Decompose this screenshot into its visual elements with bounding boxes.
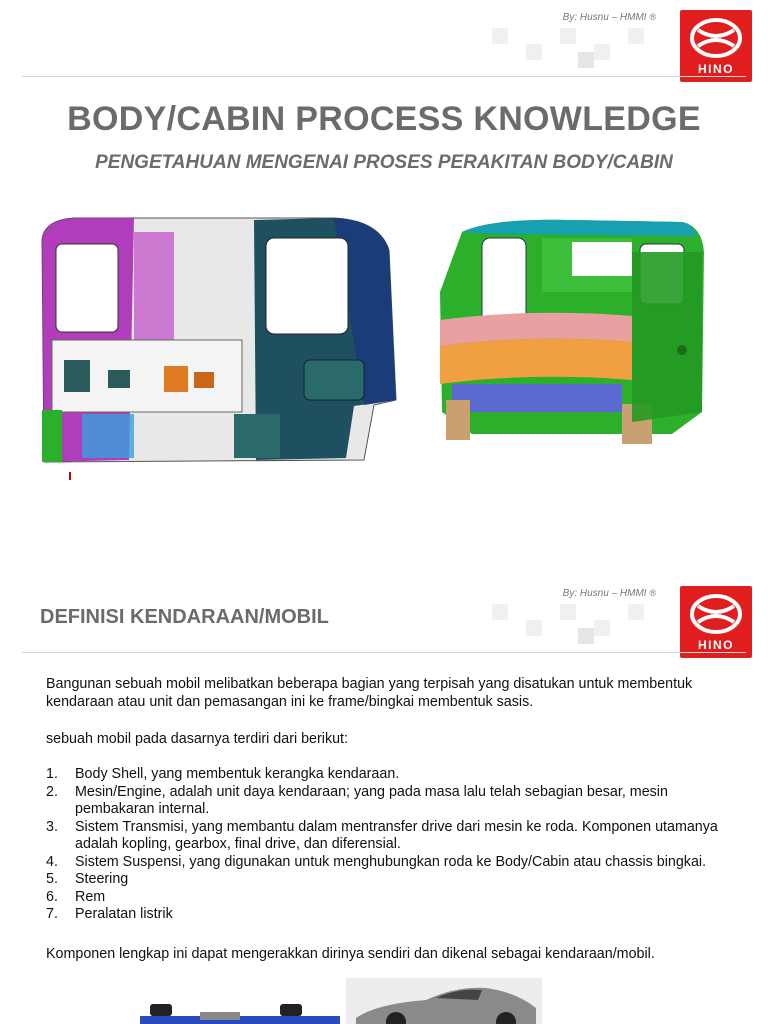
slide-title: BODY/CABIN PROCESS KNOWLEDGE [67, 100, 701, 138]
list-item: 7. Peralatan listrik [46, 906, 173, 922]
component-list [46, 766, 738, 924]
list-item: 2. Mesin/Engine, adalah unit daya kendaraan; yang pada masa lalu telah sebagian besar, mesin pembakaran internal. [46, 783, 668, 817]
list-item: 6. Rem [46, 888, 106, 905]
header-divider [22, 76, 746, 77]
slide-subtitle: PENGETAHUAN MENGENAI PROSES PERAKITAN BODY/CABIN [95, 152, 673, 173]
hino-logo: HINO [680, 10, 752, 82]
chassis-illustration [140, 998, 340, 1024]
sports-car-illustration [346, 978, 542, 1024]
list-item: 5. Steering [46, 871, 129, 887]
hino-logo: HINO [680, 586, 752, 658]
slide-2 [0, 576, 768, 1024]
closing-paragraph: Komponen lengkap ini dapat mengerakkan dirinya sendiri dan dikenal sebagai kendaraan/mobil. [46, 946, 655, 962]
list-item: 3. Sistem Transmisi, yang membantu dalam mentransfer drive dari mesin ke roda. Komponen utamanya adalah kopling, gearbox, final drive, dan diferensial. [46, 818, 718, 852]
intro-paragraph: Bangunan sebuah mobil melibatkan beberapa bagian yang terpisah yang disatukan untuk membentuk kendaraan atau unit dan pemasangan ini ke frame/bingkai membentuk sasis. [46, 676, 693, 710]
byline: By: Husnu – HMMI ® [562, 12, 656, 23]
decorative-grid [458, 604, 658, 644]
cabin-color-illustration [432, 212, 724, 452]
slide-title: DEFINISI KENDARAAN/MOBIL [40, 606, 329, 628]
cabin-frame-illustration [34, 210, 402, 480]
byline: By: Husnu – HMMI ® [562, 588, 656, 599]
list-item: 4. Sistem Suspensi, yang digunakan untuk menghubungkan roda ke Body/Cabin atau chassis bingkai. [46, 853, 707, 870]
list-intro: sebuah mobil pada dasarnya terdiri dari berikut: [46, 731, 348, 747]
decorative-grid [458, 28, 658, 68]
header-divider [22, 652, 746, 653]
list-item: 1. Body Shell, yang membentuk kerangka kendaraan. [46, 766, 400, 782]
